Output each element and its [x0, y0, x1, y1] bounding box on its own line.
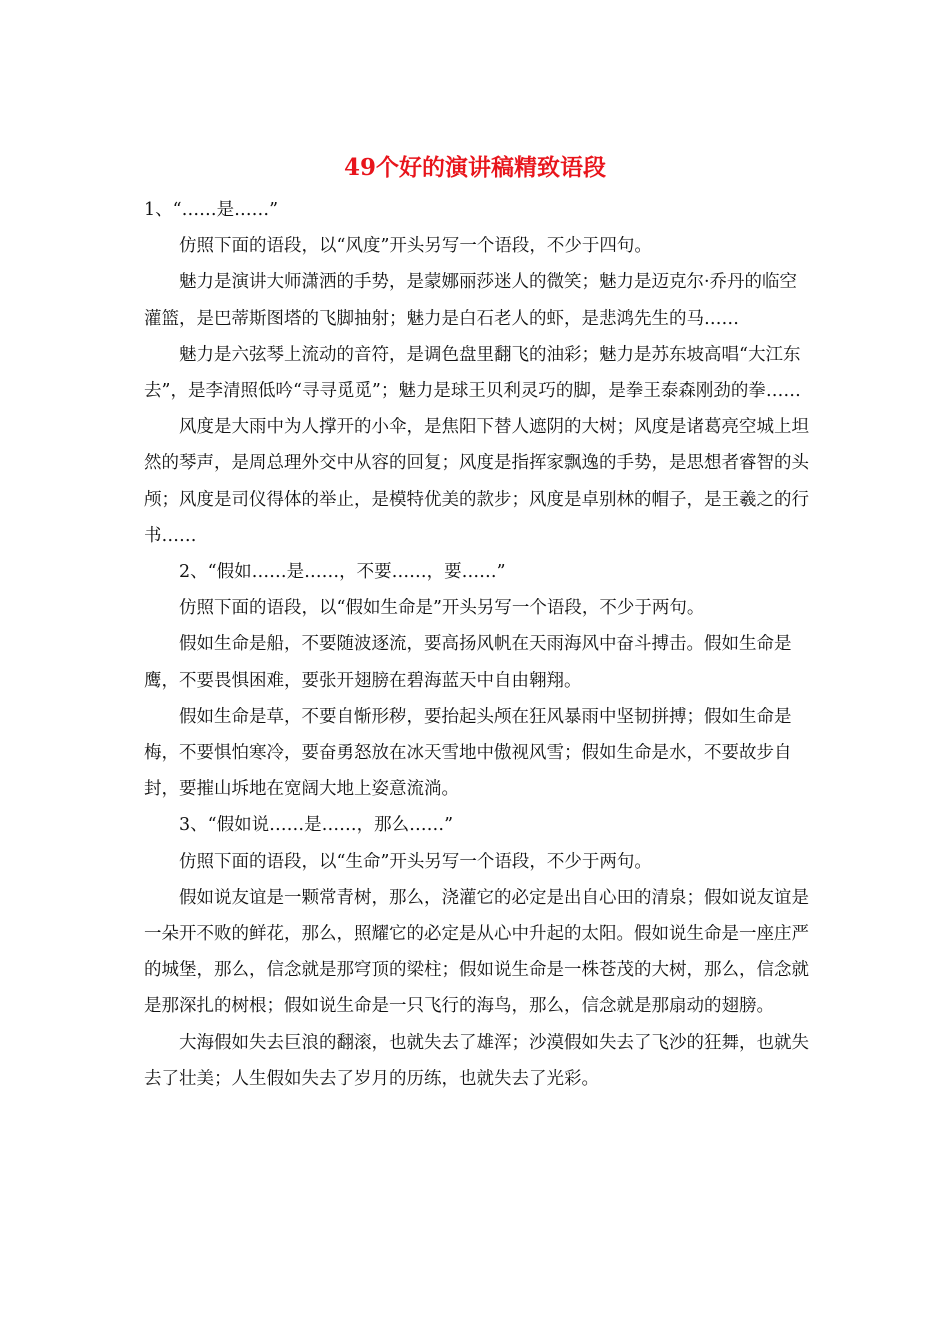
instruction-paragraph-3: 仿照下面的语段，以“生命”开头另写一个语段，不少于两句。 — [179, 851, 652, 872]
example-paragraph-3: 假如说友谊是一颗常青树，那么，浇灌它的必定是出自心田的清泉；假如说友谊是一朵开不败的鲜花，那么，照耀它的必定是从心中升起的太阳。假如说生命是一座庄严的城堡，那么，信念就是那穹顶的梁柱；假如说生命是一株苍茂的大树，那么，信念就是那深扎的树根；假如说生命是一只飞行的海鸟，那么，信念就是那扇动的翅膀。 — [144, 887, 809, 1017]
example-paragraph-2: 假如生命是船，不要随波逐流，要高扬风帆在天雨海风中奋斗搏击。假如生命是鹰，不要畏惧困难，要张开翅膀在碧海蓝天中自由翱翔。 — [144, 634, 792, 691]
answer-paragraph-2: 假如生命是草，不要自惭形秽，要抬起头颅在狂风暴雨中坚韧拼搏；假如生命是梅，不要惧怕寒冷，要奋勇怒放在冰天雪地中傲视风雪；假如生命是水，不要故步自封，要摧山坼地在宽阔大地上姿意流淌。 — [144, 706, 792, 800]
instruction-paragraph-2: 仿照下面的语段，以“假如生命是”开头另写一个语段，不少于两句。 — [179, 598, 705, 619]
example-paragraph-1a: 魅力是演讲大师潇洒的手势，是蒙娜丽莎迷人的微笑；魅力是迈克尔·乔丹的临空灌篮，是巴蒂斯图塔的飞脚抽射；魅力是白石老人的虾，是悲鸿先生的马…… — [144, 272, 798, 329]
section-heading-1: 1、“……是……” — [144, 200, 279, 220]
document-body — [144, 192, 810, 1097]
answer-paragraph-1: 风度是大雨中为人撑开的小伞，是焦阳下替人遮阴的大树；风度是诸葛亮空城上坦然的琴声，是周总理外交中从容的回复；风度是指挥家飘逸的手势，是思想者睿智的头颅；风度是司仪得体的举止，是模特优美的款步；风度是卓别林的帽子，是王羲之的行书…… — [144, 417, 809, 546]
section-heading-3: 3、“假如说……是……，那么……” — [179, 815, 454, 836]
instruction-paragraph-1: 仿照下面的语段，以“风度”开头另写一个语段，不少于四句。 — [179, 236, 652, 257]
section-heading-2: 2、“假如……是……，不要……，要……” — [179, 562, 506, 583]
example-paragraph-1b: 魅力是六弦琴上流动的音符，是调色盘里翻飞的油彩；魅力是苏东坡高唱“大江东去”，是李清照低吟“寻寻觅觅”；魅力是球王贝利灵巧的脚，是拳王泰森刚劲的拳…… — [144, 344, 801, 402]
answer-paragraph-3: 大海假如失去巨浪的翻滚，也就失去了雄浑；沙漠假如失去了飞沙的狂舞，也就失去了壮美；人生假如失去了岁月的历练，也就失去了光彩。 — [144, 1032, 809, 1089]
document-title: 49个好的演讲稿精致语段 — [343, 154, 606, 181]
